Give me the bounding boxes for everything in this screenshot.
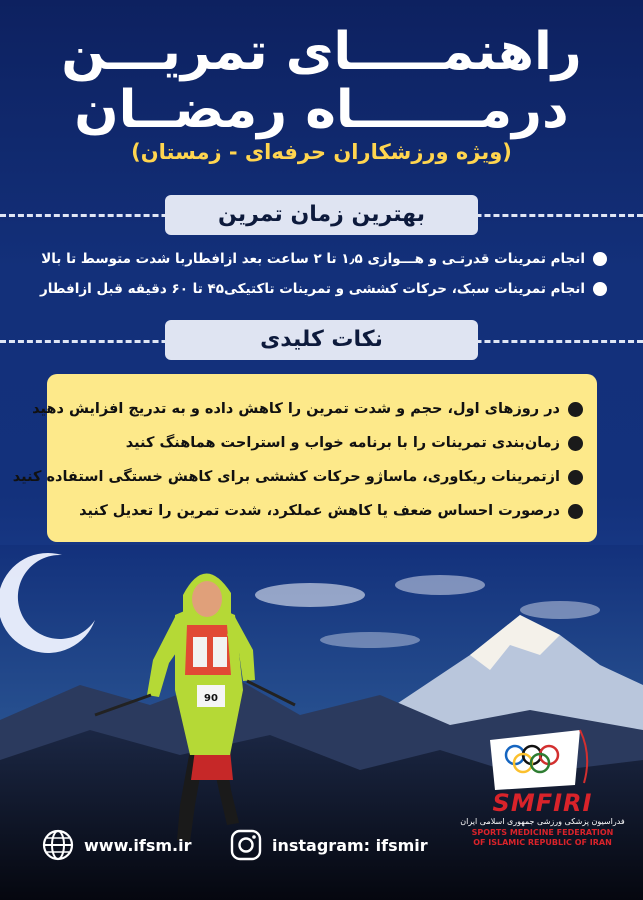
bullet-dot xyxy=(593,282,607,296)
cloud xyxy=(320,632,420,648)
svg-text:90: 90 xyxy=(204,693,218,704)
list-item-text: ازتمرینات ریکاوری، ماساژو حرکات کششی برای کاهش خستگی استفاده کنید xyxy=(12,469,560,485)
list-item xyxy=(60,426,583,460)
bullet-dot xyxy=(568,402,583,417)
section-title-best-time: بهترین زمان تمرین xyxy=(165,195,478,235)
website-text: www.ifsm.ir xyxy=(84,835,192,855)
list-item xyxy=(32,392,583,426)
logo-persian: فدراسیون پزشکی ورزشی جمهوری اسلامی ایران xyxy=(460,817,625,826)
bullet-dot xyxy=(568,436,583,451)
instagram-link[interactable] xyxy=(230,829,428,861)
list-item-text: در روزهای اول، حجم و شدت تمرین را کاهش داده و به تدریج افزایش دهید xyxy=(32,401,560,417)
list-item xyxy=(60,494,583,528)
instagram-text: instagram: ifsmir xyxy=(272,835,428,855)
list-item xyxy=(12,460,583,494)
list-item xyxy=(30,244,607,274)
instagram-icon xyxy=(230,829,262,861)
logo-name: SMFIRI xyxy=(492,789,593,817)
website-link[interactable] xyxy=(42,829,192,861)
list-item-text: زمان‌بندی تمرینات را با برنامه خواب و استراحت هماهنگ کنید xyxy=(125,435,560,451)
list-item xyxy=(30,274,607,304)
bullet-dot xyxy=(568,504,583,519)
cloud xyxy=(520,601,600,619)
page-title-line2: درمـــــــاه رمضــان xyxy=(74,80,569,140)
list-item-text: درصورت احساس ضعف یا کاهش عملکرد، شدت تمرین را تعدیل کنید xyxy=(79,503,560,519)
federation-logo xyxy=(455,790,630,848)
logo-english-2: OF ISLAMIC REPUBLIC OF IRAN xyxy=(473,838,612,847)
bullet-dot xyxy=(593,252,607,266)
logo-english-1: SPORTS MEDICINE FEDERATION xyxy=(471,828,614,837)
smfiri-flag-logo xyxy=(480,725,600,795)
list-item-text: انجام تمرینات قدرتـی و هـــوازی ۱٫۵ تا ۲ ساعت بعد ازافطاربا شدت متوسط تا بالا xyxy=(41,251,585,267)
cloud xyxy=(255,583,365,607)
page-title-line1: راهنمـــــای تمریـــن xyxy=(61,22,582,82)
globe-icon xyxy=(42,829,74,861)
cloud xyxy=(395,575,485,595)
best-time-list xyxy=(30,244,607,304)
bullet-dot xyxy=(568,470,583,485)
section-title-key-points: نکات کلیدی xyxy=(165,320,478,360)
key-points-list xyxy=(12,392,583,528)
page-subtitle: (ویژه ورزشکاران حرفه‌ای - زمستان) xyxy=(131,140,512,164)
list-item-text: انجام تمرینات سبک، حرکات کششی و تمرینات تاکتیکی۴۵ تا ۶۰ دقیقه قبل ازافطار xyxy=(39,281,585,297)
